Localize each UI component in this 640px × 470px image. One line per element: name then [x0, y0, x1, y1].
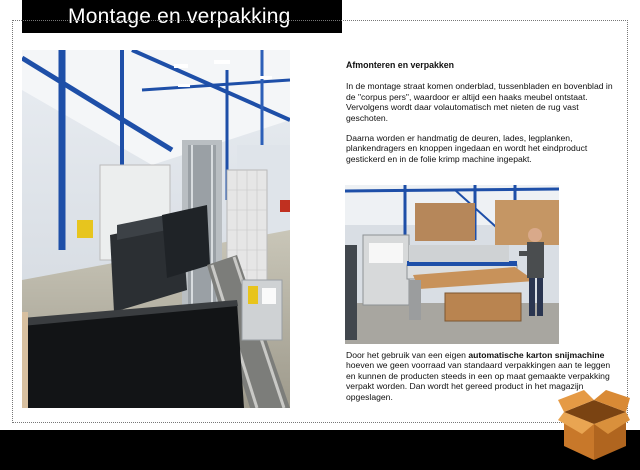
intro-text-block — [346, 60, 616, 174]
machine-emphasis: automatische karton snijmachine — [468, 350, 605, 360]
cardboard-machine-photo — [345, 185, 559, 344]
assembly-line-photo — [22, 50, 290, 408]
paragraph-verpakking-start: Door het gebruik van een eigen — [346, 350, 469, 360]
section-heading: Afmonteren en verpakken — [346, 60, 455, 70]
paragraph-verpakking-end: hoeven we geen voorraad van standaard verpakkingen aan te leggen en kunnen de producten steeds in een op maat gemaakte verpakking verpakt worden. Dan wordt het gereed product in het magazijn opgeslagen. — [346, 360, 611, 402]
cardboard-box-icon — [558, 388, 630, 462]
page-title: Montage en verpakking — [22, 0, 342, 33]
footer-bar — [0, 430, 640, 470]
paragraph-afwerking: Daarna worden er handmatig de deuren, lades, legplanken, plankendragers en knoppen ingedaan en wordt het eindproduct gestickerd en in de folie krimp machine ingepakt. — [346, 133, 588, 164]
paragraph-montage: In de montage straat komen onderblad, tussenbladen en bovenblad in de "corpus pers", waardoor er altijd een haaks meubel ontstaat. Vervolgens wordt daar volautomatisch met nieten de rug vast geschoten. — [346, 81, 613, 123]
